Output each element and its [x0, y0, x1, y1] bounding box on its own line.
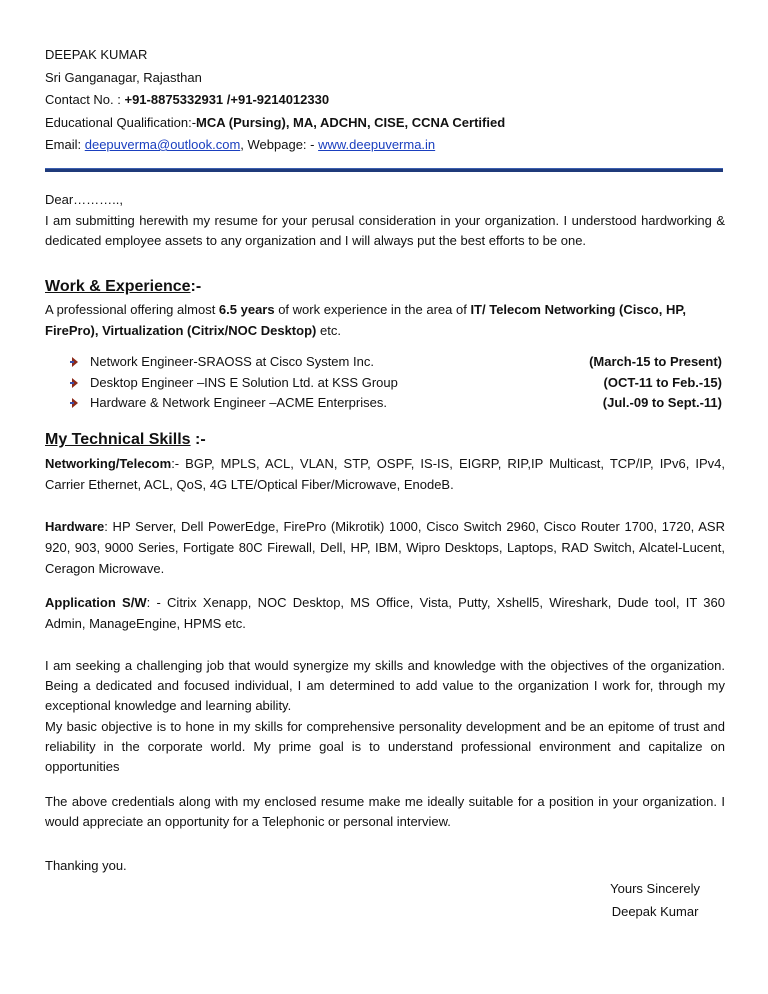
- arrow-bullet-icon: [69, 377, 81, 389]
- closing-paragraph-3: [45, 792, 725, 832]
- email-label: Email:: [45, 137, 85, 152]
- signature-block: [610, 878, 700, 923]
- intro-section: [45, 190, 725, 252]
- networking-skills: [45, 453, 725, 495]
- work-description: [45, 299, 725, 341]
- webpage-label: , Webpage: -: [240, 137, 319, 152]
- application-skills: [45, 592, 725, 634]
- contact-label: Contact No. :: [45, 92, 125, 107]
- closing-text: My basic objective is to hone in my skills for comprehensive personality development and be an epitome of trust and reliability in the corporate world. My prime goal is to understand professional environment and capitalize on opportunities: [45, 719, 725, 774]
- work-desc-text: etc.: [316, 323, 341, 338]
- job-dates: (Jul.-09 to Sept.-11): [602, 395, 722, 410]
- work-heading: [45, 276, 201, 298]
- header-divider: [45, 168, 723, 172]
- education-label: Educational Qualification:-: [45, 114, 197, 130]
- applicant-name: DEEPAK KUMAR: [45, 47, 148, 62]
- job-dates: (OCT-11 to Feb.-15): [603, 374, 722, 390]
- job-item: [45, 393, 725, 414]
- thanks-line: [45, 856, 725, 876]
- sign-off: Yours Sincerely: [610, 881, 700, 896]
- networking-paragraph: [45, 453, 725, 495]
- email-link[interactable]: deepuverma@outlook.com: [84, 137, 241, 152]
- hardware-skills: [45, 516, 725, 579]
- job-list: [45, 352, 725, 414]
- email-line: [45, 134, 725, 157]
- work-desc-text: A professional offering almost: [45, 302, 219, 317]
- closing-text: I am seeking a challenging job that would synergize my skills and knowledge with the objectives of the organization. Being a dedicated and focused individual, I am determined to add value to the organization I work for, through my exceptional knowledge and learning ability.: [45, 658, 725, 713]
- networking-label: Networking/Telecom: [45, 456, 172, 471]
- closing-text: The above credentials along with my enclosed resume make me ideally suitable for a position in your organization. I would appreciate an opportunity for a Telephonic or personal interview.: [45, 794, 725, 829]
- education-line: [45, 112, 725, 135]
- skills-heading-text: My Technical Skills: [45, 431, 191, 448]
- closing-paragraph-2: [45, 717, 725, 777]
- contact-line: [45, 89, 725, 112]
- education-value: MCA (Pursing), MA, ADCHN, CISE, CCNA Certified: [196, 114, 506, 130]
- job-title: Desktop Engineer –INS E Solution Ltd. at KSS Group: [90, 374, 398, 390]
- applicant-location: Sri Ganganagar, Rajasthan: [45, 69, 202, 85]
- job-item: [45, 352, 725, 373]
- signature-name: Deepak Kumar: [611, 903, 699, 919]
- intro-paragraph: I am submitting herewith my resume for your perusal consideration in your organization. I understood hardworking & dedicated employee assets to any organization and I will always put the best efforts to be one.: [45, 212, 725, 248]
- work-heading-suffix: :-: [190, 278, 202, 295]
- networking-value: :- BGP, MPLS, ACL, VLAN, STP, OSPF, IS-IS, EIGRP, RIP,IP Multicast, TCP/IP, IPv6, IPv4, Carrier Ethernet, ACL, QoS, 4G LTE/Optical Fiber/Microwave, EnodeB.: [45, 456, 725, 492]
- hardware-paragraph: [45, 516, 725, 579]
- application-value: : - Citrix Xenapp, NOC Desktop, MS Office, Vista, Putty, Xshell5, Wireshark, Dude tool, IT 360 Admin, ManageEngine, HPMS etc.: [45, 595, 725, 631]
- closing-paragraph-1: [45, 656, 725, 716]
- work-years: 6.5 years: [218, 302, 275, 317]
- job-dates: (March-15 to Present): [589, 354, 722, 369]
- hardware-label: Hardware: [45, 519, 105, 534]
- work-area: IT/ Telecom Networking (Cisco, HP, FirePro), Virtualization (Citrix/NOC Desktop): [45, 302, 686, 338]
- arrow-bullet-icon: [69, 356, 81, 368]
- arrow-bullet-icon: [69, 397, 81, 409]
- skills-heading-suffix: :-: [190, 431, 206, 448]
- work-heading-text: Work & Experience: [45, 278, 191, 295]
- skills-heading: [45, 429, 206, 451]
- job-title: Hardware & Network Engineer –ACME Enterprises.: [90, 395, 387, 410]
- contact-header: [45, 44, 725, 157]
- work-desc-text: of work experience in the area of: [274, 302, 471, 317]
- webpage-link[interactable]: www.deepuverma.in: [318, 137, 436, 152]
- hardware-value: : HP Server, Dell PowerEdge, FirePro (Mikrotik) 1000, Cisco Switch 2960, Cisco Router 1700, 1720, ASR 920, 903, 9000 Series, Fortigate 80C Firewall, Dell, HP, IBM, Wipro Desktops, Laptops, RAD Switch, Alcatel-Lucent, Ceragon Microwave.: [45, 519, 725, 576]
- application-label: Application S/W: [45, 595, 147, 610]
- application-paragraph: [45, 592, 725, 634]
- job-item: [45, 373, 725, 394]
- job-title: Network Engineer-SRAOSS at Cisco System Inc.: [90, 354, 374, 369]
- salutation: Dear………..,: [45, 192, 124, 207]
- contact-numbers: +91-8875332931 /+91-9214012330: [124, 92, 330, 107]
- thanks-text: Thanking you.: [45, 858, 127, 873]
